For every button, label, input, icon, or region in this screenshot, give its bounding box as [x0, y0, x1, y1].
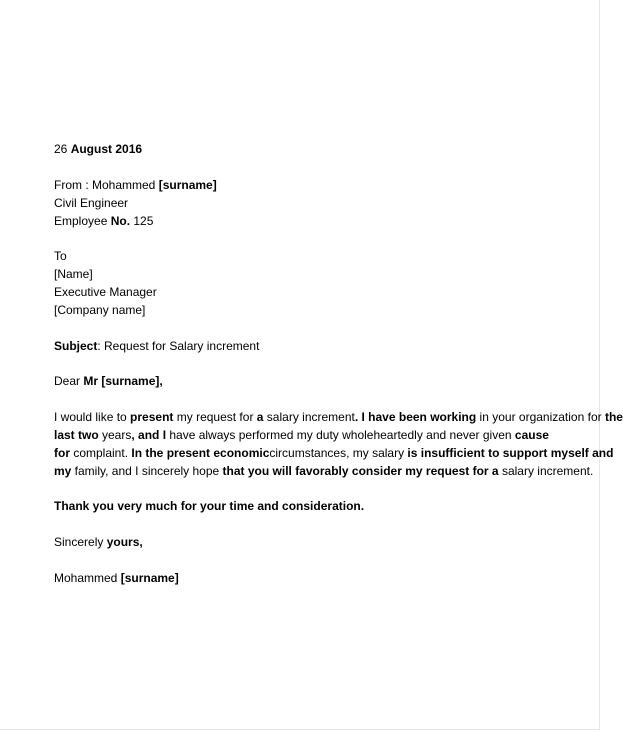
body-text-bold: for: [54, 446, 70, 460]
body-text-bold: In the present economic: [131, 446, 270, 460]
letter-date: [54, 142, 142, 156]
closing-sincerely: Sincerely: [54, 535, 107, 549]
body-text: my request for: [173, 410, 257, 424]
body-line-2: [54, 428, 549, 442]
body-text-bold: cause: [514, 428, 549, 442]
sender-job-title: Civil Engineer: [54, 196, 129, 210]
body-text: salary increment.: [498, 464, 594, 478]
body-text-bold: last two: [54, 428, 99, 442]
salutation-name: Mr [surname],: [83, 374, 163, 388]
sender-surname: [surname]: [158, 178, 217, 192]
body-text: years: [98, 428, 132, 442]
employee-no-label: No.: [110, 214, 131, 228]
subject-label: Subject: [54, 339, 98, 353]
signature-name: Mohammed: [54, 571, 121, 585]
body-text: circumstances, my salary: [269, 446, 408, 460]
body-text-bold: is insufficient to support myself and: [407, 446, 614, 460]
employee-prefix: Employee: [54, 214, 111, 228]
salutation: [54, 374, 163, 388]
recipient-label: To: [54, 249, 67, 263]
body-text: in your organization for: [476, 410, 605, 424]
body-line-4: [54, 464, 593, 478]
body-text-bold: that you will favorably consider my request for a: [222, 464, 499, 478]
body-text: have always performed my duty wholeheartedly and never given: [166, 428, 515, 442]
body-text-bold: the: [604, 410, 623, 424]
body-text: I would like to: [54, 410, 131, 424]
thanks-line: [54, 499, 364, 513]
recipient-name: [Name]: [54, 267, 93, 281]
body-text-bold: , and I: [131, 428, 167, 442]
body-text: complaint.: [70, 446, 132, 460]
signature-surname: [surname]: [120, 571, 179, 585]
subject-text: : Request for Salary increment: [97, 339, 260, 353]
signature-line: [54, 571, 179, 585]
sender-employee-number: [54, 214, 153, 228]
body-line-1: [54, 410, 623, 424]
body-text-bold: my: [54, 464, 72, 478]
body-line-3: [54, 446, 613, 460]
body-text: salary increment: [263, 410, 355, 424]
salutation-dear: Dear: [54, 374, 84, 388]
sender-label: From : Mohammed: [54, 178, 159, 192]
body-text: family, and I sincerely hope: [71, 464, 223, 478]
recipient-company: [Company name]: [54, 303, 146, 317]
sender-line: [54, 178, 217, 192]
body-text-bold: . I have been working: [354, 410, 477, 424]
subject-line: [54, 339, 259, 353]
recipient-title: Executive Manager: [54, 285, 157, 299]
closing-line: [54, 535, 143, 549]
thanks-text: Thank you very much for your time and consideration.: [54, 499, 365, 513]
employee-no-value: 125: [130, 214, 154, 228]
body-text-bold: a: [256, 410, 264, 424]
body-text-bold: present: [130, 410, 174, 424]
date-day: 26: [54, 142, 71, 156]
date-month-year: August 2016: [70, 142, 143, 156]
closing-yours: yours,: [106, 535, 143, 549]
